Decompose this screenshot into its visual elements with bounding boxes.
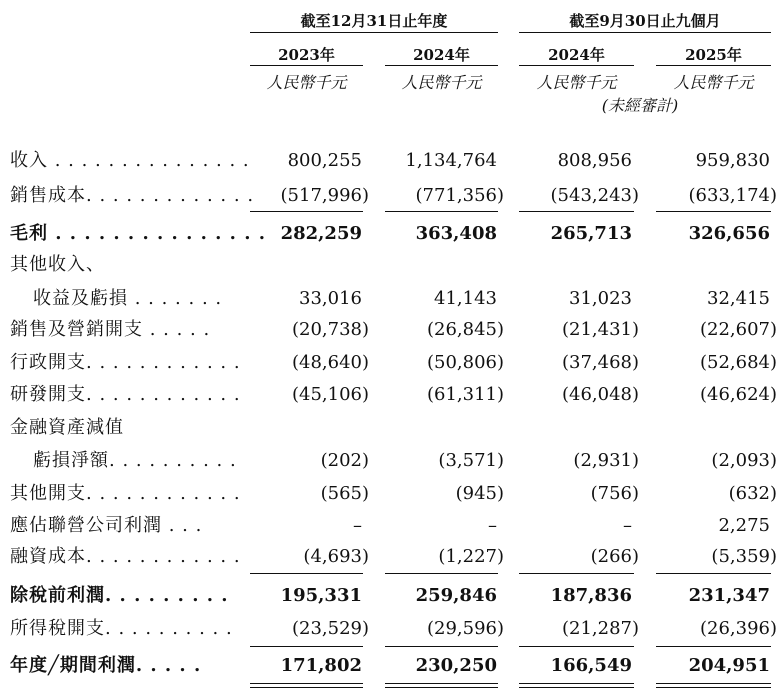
row-value: (1,227) (438, 546, 504, 567)
row-value: 2,275 (718, 515, 770, 536)
table-row (0, 511, 778, 541)
table-row (0, 614, 778, 644)
row-value: 230,250 (415, 655, 497, 676)
row-label: 毛利 . . . . . . . . . . . . . . . (10, 223, 266, 244)
row-value: (21,431) (561, 319, 639, 340)
row-value: 326,656 (688, 223, 770, 244)
year-header: 2024年 (413, 46, 470, 64)
row-value: (23,529) (291, 618, 369, 639)
row-value: (202) (320, 450, 369, 471)
year-rule (519, 65, 634, 66)
row-value: (22,607) (699, 319, 777, 340)
row-label: 應佔聯營公司利潤 . . . (10, 515, 203, 536)
row-label: 除稅前利潤. . . . . . . . . (10, 585, 229, 606)
row-value: (565) (320, 483, 369, 504)
unaudited-note: (未經審計) (601, 96, 679, 115)
year-header: 2025年 (685, 46, 742, 64)
row-label: 銷售成本. . . . . . . . . . . . . (10, 185, 255, 206)
row-value: 1,134,764 (405, 150, 497, 171)
row-value: 187,836 (550, 585, 632, 606)
subtotal-rule (519, 646, 634, 647)
year-header: 2023年 (278, 46, 335, 64)
subtotal-rule (250, 211, 363, 212)
row-value: (4,693) (303, 546, 369, 567)
group-header-rule (519, 32, 771, 33)
group-header-nine-months: 截至9月30日止九個月 (569, 12, 721, 30)
row-value: 41,143 (434, 288, 497, 309)
row-value: (26,845) (426, 319, 504, 340)
table-row (0, 315, 778, 345)
table-row (0, 446, 778, 476)
row-value: (21,287) (561, 618, 639, 639)
row-value: 204,951 (688, 655, 770, 676)
row-value: – (353, 515, 362, 536)
row-value: (48,640) (291, 352, 369, 373)
table-row (0, 250, 778, 280)
row-value: (2,931) (573, 450, 639, 471)
table-row (0, 181, 778, 211)
row-value: 800,255 (287, 150, 362, 171)
row-value: (45,106) (291, 384, 369, 405)
row-label: 行政開支. . . . . . . . . . . . (10, 352, 241, 373)
table-row (0, 651, 778, 681)
table-row (0, 146, 778, 176)
table-row (0, 413, 778, 443)
row-label: 金融資產減值 (10, 417, 124, 438)
table-row (0, 479, 778, 509)
total-double-rule (385, 683, 498, 688)
row-value: 282,259 (280, 223, 362, 244)
row-value: – (623, 515, 632, 536)
row-value: 808,956 (557, 150, 632, 171)
row-value: (61,311) (426, 384, 504, 405)
row-value: 259,846 (415, 585, 497, 606)
total-double-rule (519, 683, 634, 688)
group-header-year-ended: 截至12月31日止年度 (300, 12, 448, 30)
row-value: (46,624) (699, 384, 777, 405)
table-row (0, 219, 778, 249)
row-value: 31,023 (569, 288, 632, 309)
row-value: 265,713 (550, 223, 632, 244)
row-label: 融資成本. . . . . . . . . . . . (10, 546, 241, 567)
row-value: 32,415 (707, 288, 770, 309)
table-row (0, 348, 778, 378)
table-row (0, 284, 778, 314)
total-double-rule (656, 683, 771, 688)
unit-label: 人民幣千元 (401, 73, 482, 92)
group-header-rule (250, 32, 498, 33)
row-label: 收益及虧損 . . . . . . . (33, 288, 223, 309)
row-value: (2,093) (711, 450, 777, 471)
table-row (0, 581, 778, 611)
subtotal-rule (656, 211, 771, 212)
total-double-rule (250, 683, 363, 688)
row-value: 195,331 (280, 585, 362, 606)
row-label: 收入 . . . . . . . . . . . . . . . (10, 150, 250, 171)
row-value: (756) (590, 483, 639, 504)
row-value: (5,359) (711, 546, 777, 567)
subtotal-rule (250, 646, 363, 647)
row-label: 年度╱期間利潤. . . . . (10, 655, 202, 676)
subtotal-rule (519, 573, 634, 574)
row-value: 959,830 (695, 150, 770, 171)
year-rule (385, 65, 498, 66)
row-value: (266) (590, 546, 639, 567)
subtotal-rule (656, 573, 771, 574)
subtotal-rule (385, 646, 498, 647)
row-value: (632) (728, 483, 777, 504)
row-label: 其他收入、 (10, 254, 105, 275)
row-value: (771,356) (415, 185, 504, 206)
row-value: (50,806) (426, 352, 504, 373)
row-label: 銷售及營銷開支 . . . . . (10, 319, 211, 340)
subtotal-rule (385, 573, 498, 574)
subtotal-rule (519, 211, 634, 212)
row-value: – (488, 515, 497, 536)
row-value: 33,016 (299, 288, 362, 309)
year-rule (656, 65, 771, 66)
row-label: 所得稅開支. . . . . . . . . . (10, 618, 233, 639)
row-label: 其他開支. . . . . . . . . . . . (10, 483, 241, 504)
row-value: (633,174) (688, 185, 777, 206)
row-value: 363,408 (415, 223, 497, 244)
row-value: (37,468) (561, 352, 639, 373)
row-value: (26,396) (699, 618, 777, 639)
row-value: 171,802 (280, 655, 362, 676)
subtotal-rule (656, 646, 771, 647)
unit-label: 人民幣千元 (266, 73, 347, 92)
row-value: (20,738) (291, 319, 369, 340)
row-value: 166,549 (550, 655, 632, 676)
row-value: (3,571) (438, 450, 504, 471)
unit-label: 人民幣千元 (536, 73, 617, 92)
row-value: 231,347 (688, 585, 770, 606)
year-header: 2024年 (548, 46, 605, 64)
unit-label: 人民幣千元 (673, 73, 754, 92)
table-row (0, 542, 778, 572)
year-rule (250, 65, 363, 66)
row-value: (29,596) (426, 618, 504, 639)
row-value: (517,996) (280, 185, 369, 206)
row-label: 虧損淨額. . . . . . . . . . (33, 450, 237, 471)
row-value: (543,243) (550, 185, 639, 206)
subtotal-rule (250, 573, 363, 574)
table-row (0, 380, 778, 410)
row-label: 研發開支. . . . . . . . . . . . (10, 384, 241, 405)
subtotal-rule (385, 211, 498, 212)
row-value: (945) (455, 483, 504, 504)
row-value: (46,048) (561, 384, 639, 405)
row-value: (52,684) (699, 352, 777, 373)
